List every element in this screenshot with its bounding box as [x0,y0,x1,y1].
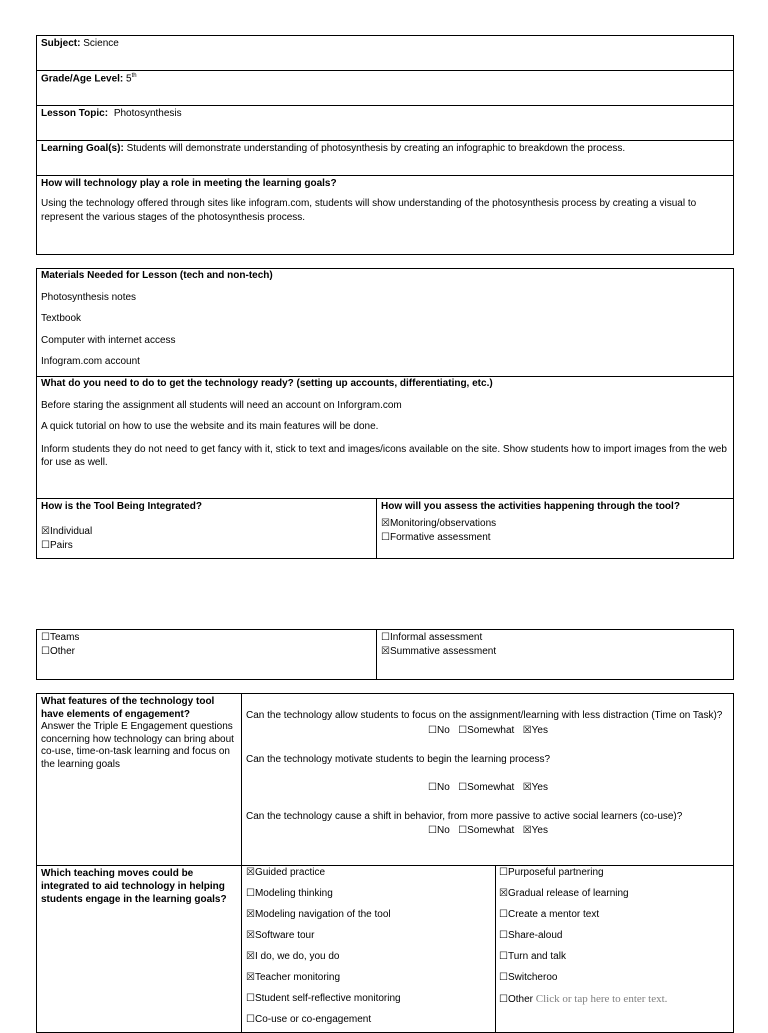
checkbox-formative[interactable]: ☐Formative assessment [381,532,491,543]
material-item: Photosynthesis notes [41,291,137,303]
checkbox-software-tour[interactable]: ☒Software tour [246,930,315,941]
answer-motivate [246,781,730,794]
prep-heading: What do you need to do to get the technology ready? (setting up accounts, differentiating, etc.) [41,378,493,389]
lesson-info-table [36,35,734,255]
engagement-instructions: Answer the Triple E Engagement questions concerning how technology can bring about co-use, time-on-task learning and focus on the learning goals [41,721,234,770]
integration-column [41,501,371,553]
checkbox-switcheroo[interactable]: ☐Switcheroo [499,972,558,983]
assess-column-continued [381,631,496,659]
checkbox-teacher-monitoring[interactable]: ☒Teacher monitoring [246,972,341,983]
checkbox-other[interactable]: ☐Other [41,646,75,657]
tech-role-question: How will technology play a role in meeting the learning goals? [41,178,337,189]
radio-somewhat[interactable]: ☐Somewhat [458,825,515,836]
grade-value: 5 [126,73,132,85]
checkbox-modeling-thinking[interactable]: ☐Modeling thinking [246,888,333,899]
topic-label: Lesson Topic: [41,108,109,119]
answer-time-on-task [246,724,730,737]
prep-item: A quick tutorial on how to use the website and its main features will be done. [41,421,379,432]
checkbox-informal[interactable]: ☐Informal assessment [381,632,483,643]
prep-item: Before staring the assignment all students will need an account on Inforgram.com [41,399,402,411]
integration-heading: How is the Tool Being Integrated? [41,501,202,512]
radio-yes[interactable]: ☒Yes [522,825,548,836]
radio-no[interactable]: ☐No [428,782,450,793]
empty-box-icon: ☐ [41,646,50,657]
radio-yes[interactable]: ☒Yes [522,782,548,793]
material-item: Computer with internet access [41,334,176,346]
checkbox-i-do-we-do[interactable]: ☒I do, we do, you do [246,951,340,962]
checkbox-purposeful-partnering[interactable]: ☐Purposeful partnering [499,867,604,878]
integration-section [37,499,733,559]
goal-value: Students will demonstrate understanding of photosynthesis by creating an infographic to breakdown the process. [126,143,626,154]
checked-box-icon: ☒ [41,526,50,537]
assess-heading: How will you assess the activities happening through the tool? [381,501,680,512]
empty-box-icon: ☐ [381,632,390,643]
materials-section [37,269,733,377]
radio-yes[interactable]: ☒Yes [522,725,548,736]
checkbox-guided-practice[interactable]: ☒Guided practice [246,867,326,878]
checkbox-self-reflective[interactable]: ☐Student self-reflective monitoring [246,993,401,1004]
topic-value: Photosynthesis [113,108,182,119]
topic-row [37,106,733,141]
empty-box-icon: ☐ [41,540,50,551]
other-text-field[interactable]: Click or tap here to enter text. [535,993,668,1005]
goal-row [37,141,733,176]
engagement-table [36,693,734,1033]
moves-left-list [246,866,492,1027]
checkbox-gradual-release[interactable]: ☒Gradual release of learning [499,888,629,899]
radio-somewhat[interactable]: ☐Somewhat [458,725,515,736]
radio-somewhat[interactable]: ☐Somewhat [458,782,515,793]
checkbox-individual[interactable]: ☒Individual [41,526,93,537]
subject-row [37,36,733,71]
checked-box-icon: ☒ [381,646,390,657]
question-co-use: Can the technology cause a shift in behavior, from more passive to active social learners (co-use)? [246,811,683,822]
assess-column [381,501,731,545]
checkbox-pairs[interactable]: ☐Pairs [41,540,73,551]
checkbox-turn-and-talk[interactable]: ☐Turn and talk [499,951,566,962]
checkbox-share-aloud[interactable]: ☐Share-aloud [499,930,563,941]
question-motivate: Can the technology motivate students to begin the learning process? [246,754,551,765]
checkbox-mentor-text[interactable]: ☐Create a mentor text [499,909,600,920]
subject-value: Science [83,38,119,49]
moves-right-list [499,866,731,1007]
checkbox-monitoring[interactable]: ☒Monitoring/observations [381,518,497,529]
integration-column-continued [41,631,79,659]
goal-label: Learning Goal(s): [41,143,124,154]
checkbox-other-move[interactable]: ☐Other Click or tap here to enter text. [499,993,668,1005]
prep-item: Inform students they do not need to get fancy with it, stick to text and images/icons available on the site. Show students how to import images from the web for use as well. [41,443,727,468]
materials-heading: Materials Needed for Lesson (tech and non-tech) [41,270,273,281]
answer-co-use [246,824,730,837]
question-time-on-task: Can the technology allow students to focus on the assignment/learning with less distraction (Time on Task)? [246,710,723,721]
checked-box-icon: ☒ [381,518,390,529]
checkbox-summative[interactable]: ☒Summative assessment [381,646,497,657]
engagement-question-cell [41,696,237,771]
material-item: Textbook [41,313,82,324]
radio-no[interactable]: ☐No [428,825,450,836]
engagement-question: What features of the technology tool have elements of engagement? [41,696,215,720]
checkbox-co-use[interactable]: ☐Co-use or co-engagement [246,1014,372,1025]
empty-box-icon: ☐ [41,632,50,643]
grade-superscript: th [131,73,137,79]
moves-question-cell [41,867,237,906]
prep-section [37,377,733,499]
checkbox-modeling-navigation[interactable]: ☒Modeling navigation of the tool [246,909,391,920]
integration-continued-table [36,629,734,680]
subject-label: Subject: [41,38,81,49]
tech-role-row [37,176,733,254]
moves-question: Which teaching moves could be integrated to aid technology in helping students engage in the learning goals? [41,868,227,905]
grade-row [37,71,733,106]
tech-role-answer: Using the technology offered through sites like infogram.com, students will show understanding of the photosynthesis process by creating a visual to represent the various stages of the photosynthesis process. [41,198,697,223]
checkbox-teams[interactable]: ☐Teams [41,632,80,643]
grade-label: Grade/Age Level: [41,73,124,85]
radio-no[interactable]: ☐No [428,725,450,736]
empty-box-icon: ☐ [381,532,390,543]
materials-table [36,268,734,559]
engagement-answers-cell [246,709,730,837]
material-item: Infogram.com account [41,356,140,367]
